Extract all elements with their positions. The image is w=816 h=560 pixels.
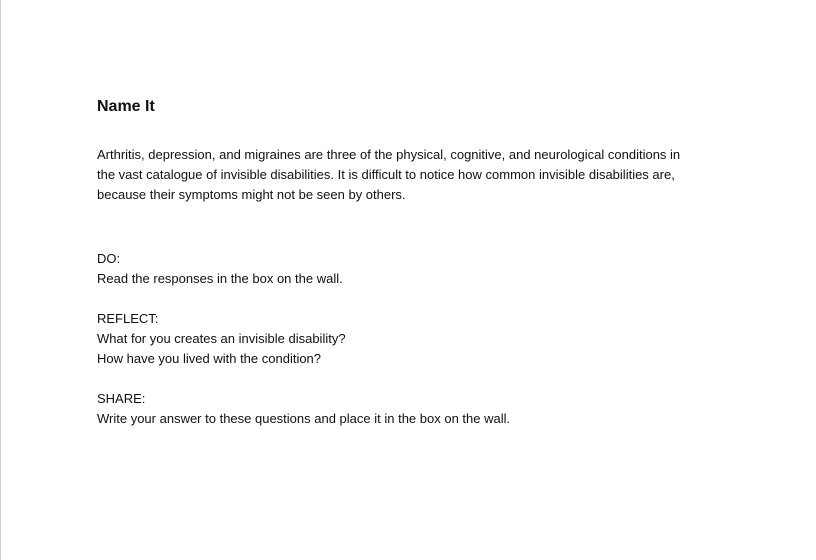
share-section [97, 389, 737, 429]
do-text: Read the responses in the box on the wall. [97, 271, 343, 286]
reflect-question: How have you lived with the condition? [97, 351, 322, 366]
reflect-section [97, 309, 737, 369]
intro-line: Arthritis, depression, and migraines are three of the physical, cognitive, and neurological conditions in [97, 147, 681, 162]
reflect-heading: REFLECT: [97, 311, 159, 326]
intro-line: the vast catalogue of invisible disabilities. It is difficult to notice how common invisible disabilities are, [97, 167, 675, 182]
share-heading: SHARE: [97, 391, 146, 406]
reflect-question: What for you creates an invisible disability? [97, 331, 346, 346]
document-title: Name It [97, 98, 155, 115]
intro-line: because their symptoms might not be seen by others. [97, 187, 406, 202]
do-heading: DO: [97, 251, 121, 266]
share-text: Write your answer to these questions and place it in the box on the wall. [97, 411, 511, 426]
do-section [97, 249, 737, 289]
intro-paragraph [97, 145, 737, 205]
page-left-border [0, 0, 1, 560]
document-body [97, 96, 737, 429]
